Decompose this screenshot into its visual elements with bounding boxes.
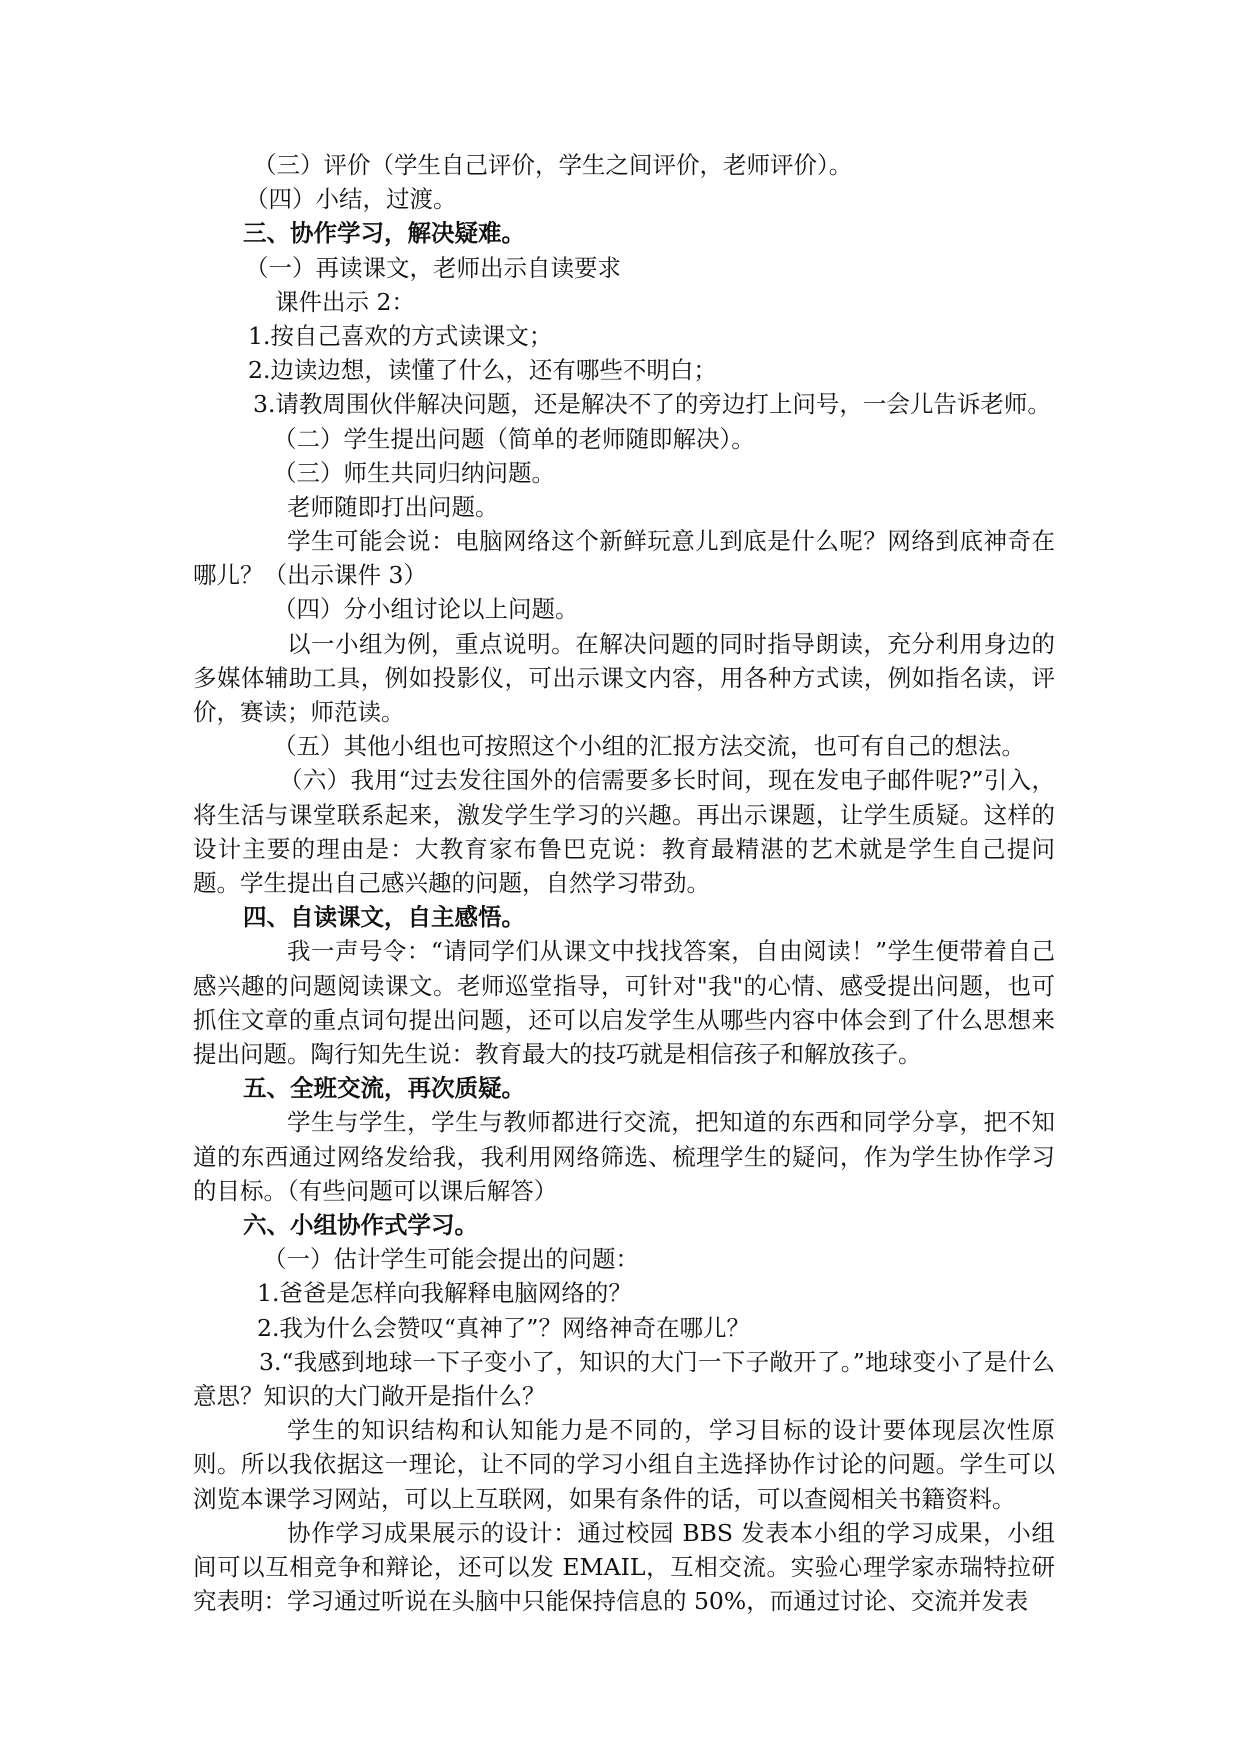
section-heading: 三、协作学习，解决疑难。 (243, 219, 525, 248)
paragraph: （四）小结，过渡。 (245, 185, 457, 214)
paragraph: （一）估计学生可能会提出的问题： (263, 1245, 639, 1274)
paragraph: 协作学习成果展示的设计：通过校园 BBS 发表本小组的学习成果，小组间可以互相竞争和辩论，还可以发 EMAIL，互相交流。实验心理学家赤瑞特拉研究表明：学习通过听说在头脑中只能保持信息的 50%，而通过讨论、交流并发表 (193, 1518, 1055, 1616)
paragraph: 以一小组为例，重点说明。在解决问题的同时指导朗读，充分利用身边的多媒体辅助工具，例如投影仪，可出示课文内容，用各种方式读，例如指名读，评价，赛读；师范读。 (193, 629, 1055, 727)
section-heading: 六、小组协作式学习。 (243, 1211, 478, 1240)
section-heading: 四、自读课文，自主感悟。 (243, 903, 525, 932)
paragraph: （一）再读课文，老师出示自读要求 (245, 253, 621, 282)
paragraph: 学生可能会说：电脑网络这个新鲜玩意儿到底是什么呢？网络到底神奇在哪儿？（出示课件 3） (193, 527, 1055, 590)
paragraph: 学生与学生，学生与教师都进行交流，把知道的东西和同学分享，把不知道的东西通过网络发给我，我利用网络筛选、梳理学生的疑问，作为学生协作学习的目标。（有些问题可以课后解答） (193, 1108, 1055, 1205)
list-item: 1.爸爸是怎样向我解释电脑网络的？ (257, 1279, 632, 1308)
paragraph: （三）评价（学生自己评价，学生之间评价，老师评价）。 (253, 151, 853, 179)
paragraph: 我一声号令：“请同学们从课文中找找答案，自由阅读！”学生便带着自己感兴趣的问题阅读课文。老师巡堂指导，可针对"我"的心情、感受提出问题，也可抓住文章的重点词句提出问题，还可以启发学生从哪些内容中体会到了什么思想来提出问题。陶行知先生说：教育最大的技巧就是相信孩子和解放孩子。 (193, 937, 1055, 1069)
document-body (193, 148, 1055, 1618)
list-item: 3.请教周围伙伴解决问题，还是解决不了的旁边打上问号，一会儿告诉老师。 (253, 390, 1051, 419)
paragraph: （四）分小组讨论以上问题。 (273, 595, 579, 624)
list-item: 3.“我感到地球一下子变小了，知识的大门一下子敞开了。”地球变小了是什么意思？知识的大门敞开是指什么？ (193, 1347, 1055, 1411)
paragraph: （六）我用“过去发往国外的信需要多长时间，现在发电子邮件呢?”引入，将生活与课堂联系起来，激发学生学习的兴趣。再出示课题，让学生质疑。这样的设计主要的理由是：大教育家布鲁巴克说：教育最精湛的艺术就是学生自己提问题。学生提出自己感兴趣的问题，自然学习带劲。 (193, 766, 1055, 898)
paragraph: 老师随即打出问题。 (287, 492, 499, 521)
list-item: 2.边读边想，读懂了什么，还有哪些不明白； (248, 356, 717, 385)
paragraph: 学生的知识结构和认知能力是不同的，学习目标的设计要体现层次性原则。所以我依据这一理论，让不同的学习小组自主选择协作讨论的问题。学生可以浏览本课学习网站，可以上互联网，如果有条件的话，可以查阅相关书籍资料。 (193, 1416, 1055, 1513)
list-item: 2.我为什么会赞叹“真神了”？网络神奇在哪儿？ (257, 1313, 750, 1342)
section-heading: 五、全班交流，再次质疑。 (243, 1074, 525, 1103)
list-item: 1.按自己喜欢的方式读课文； (248, 321, 553, 350)
paragraph: （五）其他小组也可按照这个小组的汇报方法交流，也可有自己的想法。 (273, 732, 1025, 761)
paragraph: （二）学生提出问题（简单的老师随即解决）。 (273, 424, 755, 453)
paragraph: （三）师生共同归纳问题。 (273, 458, 555, 487)
paragraph: 课件出示 2： (275, 287, 415, 316)
